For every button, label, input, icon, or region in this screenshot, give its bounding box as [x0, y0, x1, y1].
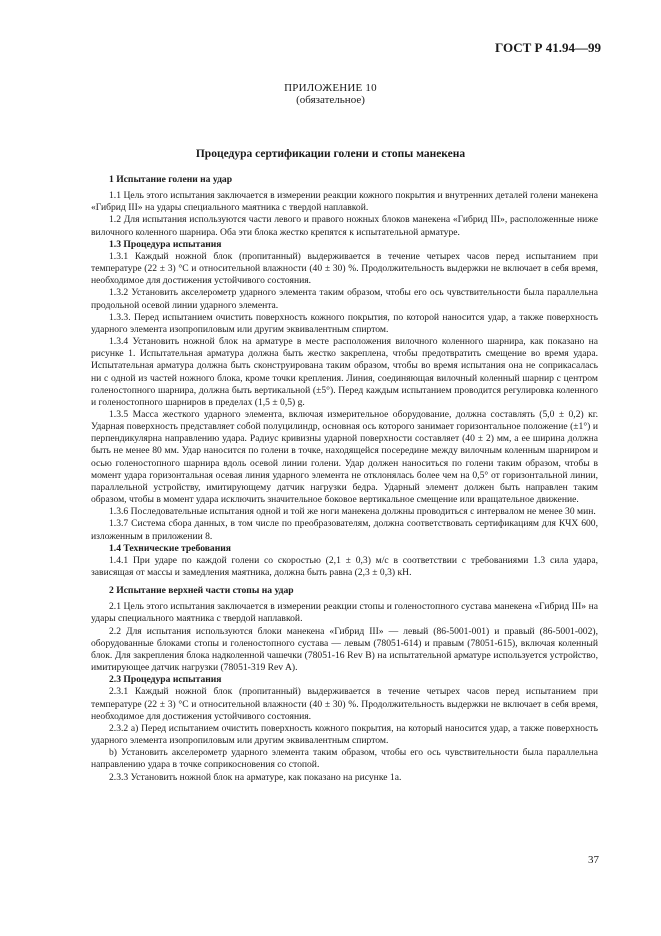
paragraph: 1.3.6 Последовательные испытания одной и той же ноги манекена должны проводиться с интервалом не менее 30 мин. — [109, 506, 596, 518]
paragraph: 1.3.5 Масса жесткого ударного элемента, включая измерительное оборудование, должна составлять (5,0 ± 0,2) кг. Ударная поверхность представляет собой полуцилиндр, основная ось которого занимает горизонтальное положение (±1°) и перпендикулярна направлению удара. Радиус кривизны ударной поверхности составляет (40 ± 2) мм, а ее ширина должна быть не менее 80 мм. Удар наносится по голени в точке, находящейся посередине между вилочным коленным шарниром и осью голеностопного шарнира вдоль осевой линии голени. Удар должен наноситься по голени таким образом, чтобы в момент удара горизонтальная осевая линия ударного элемента не отклонялась более чем на 0,5° от горизонтальной линии, параллельной устройству, имитирующему датчик нагрузки бедра. Ударный элемент должен быть направлен таким образом, чтобы в момент удара исключить значительное боковое вертикальное смещение или вращательное движение. — [91, 408, 598, 506]
document-body — [91, 174, 598, 784]
paragraph: 1.3.7 Система сбора данных, в том числе по преобразователям, должна соответствовать сертификациям для КЧХ 600, изложенным в приложении 8. — [91, 518, 598, 542]
paragraph: 2.2 Для испытания используются блоки манекена «Гибрид III» — левый (86-5001-001) и правый (86-5001-002), оборудованные блоками стопы и голеностопного сустава — левым (78051-614) и правым (78051-615), включая коленный блок. Для закрепления блока надколенной чашечки (78051-16 Rev B) на испытательной арматуре используется устройство, имитирующее датчик нагрузки (78051-319 Rev A). — [91, 625, 598, 674]
subsection-heading: 1.4 Технические требования — [109, 542, 231, 554]
paragraph: 2.3.3 Установить ножной блок на арматуре, как показано на рисунке 1а. — [109, 771, 402, 783]
paragraph: 1.3.4 Установить ножной блок на арматуре в месте расположения вилочного коленного шарнира, как показано на рисунке 1. Испытательная арматура должна быть жестко закреплена, чтобы предотвратить смещение во время удара. Испытательная арматура должна быть сконструирована таким образом, чтобы во время испытания она не соприкасалась ни с одной из частей ножного блока, кроме точки крепления. Линия, соединяющая вилочный коленный шарнир с центром голеностопного шарнира, должна быть вертикальной (±5°). Перед каждым испытанием проводится регулировка коленного и голеностопного шарниров в пределах (1,5 ± 0,5) g. — [91, 336, 598, 408]
standard-code: ГОСТ Р 41.94—99 — [495, 40, 601, 55]
appendix-subtitle: (обязательное) — [296, 94, 365, 106]
paragraph: 1.4.1 При ударе по каждой голени со скоростью (2,1 ± 0,3) м/с в соответствии с требованиями 1.3 сила удара, зависящая от массы и замедления маятника, должна быть равна (2,3 ± 0,3) кН. — [91, 554, 598, 578]
paragraph: 1.1 Цель этого испытания заключается в измерении реакции кожного покрытия и внутренних деталей голени манекена «Гибрид III» на удары специального маятника с твердой наплавкой. — [91, 190, 598, 214]
paragraph: 2.1 Цель этого испытания заключается в измерении реакции стопы и голеностопного сустава манекена «Гибрид III» на удары специального маятника с твердой наплавкой. — [91, 601, 598, 625]
paragraph: 1.3.2 Установить акселерометр ударного элемента таким образом, чтобы его ось чувствительности была параллельна продольной осевой линии ударного элемента. — [91, 287, 598, 311]
subsection-heading: 1.3 Процедура испытания — [109, 238, 222, 250]
paragraph: 1.3.3. Перед испытанием очистить поверхность кожного покрытия, по которой наносится удар, а также поверхность ударного элемента изопропиловым или другим эквивалентным спиртом. — [91, 311, 598, 335]
paragraph: 2.3.1 Каждый ножной блок (пропитанный) выдерживается в течение четырех часов перед испытанием при температуре (22 ± 3) °С и относительной влажности (40 ± 30) %. Продолжительность выдержки не включает в себя время, необходимое для достижения устойчивого состояния. — [91, 686, 598, 722]
paragraph: 1.2 Для испытания используются части левого и правого ножных блоков манекена «Гибрид III», расположенные ниже вилочного коленного шарнира. Оба эти блока жестко крепятся к испытательной арматуре. — [91, 214, 598, 238]
subsection-heading: 2.3 Процедура испытания — [109, 674, 222, 686]
paragraph: 2.3.2 а) Перед испытанием очистить поверхность кожного покрытия, на который наносится удар, а также поверхность ударного элемента изопропиловым или другим эквивалентным спиртом. — [91, 722, 598, 747]
section-heading: 1 Испытание голени на удар — [109, 174, 233, 185]
paragraph: b) Установить акселерометр ударного элемента таким образом, чтобы его ось чувствительности была параллельна направлению удара в точке соприкосновения со стопой. — [91, 747, 598, 771]
document-title: Процедура сертификации голени и стопы манекена — [195, 148, 466, 160]
paragraph: 1.3.1 Каждый ножной блок (пропитанный) выдерживается в течение четырех часов перед испытанием при температуре (22 ± 3) °С и относительной влажности (40 ± 30) %. Продолжительность выдержки не включает в себя время, необходимое для достижения устойчивого состояния. — [91, 250, 598, 287]
appendix-title: ПРИЛОЖЕНИЕ 10 — [284, 82, 377, 94]
section-heading: 2 Испытание верхней части стопы на удар — [109, 585, 294, 597]
page-number: 37 — [588, 854, 599, 866]
